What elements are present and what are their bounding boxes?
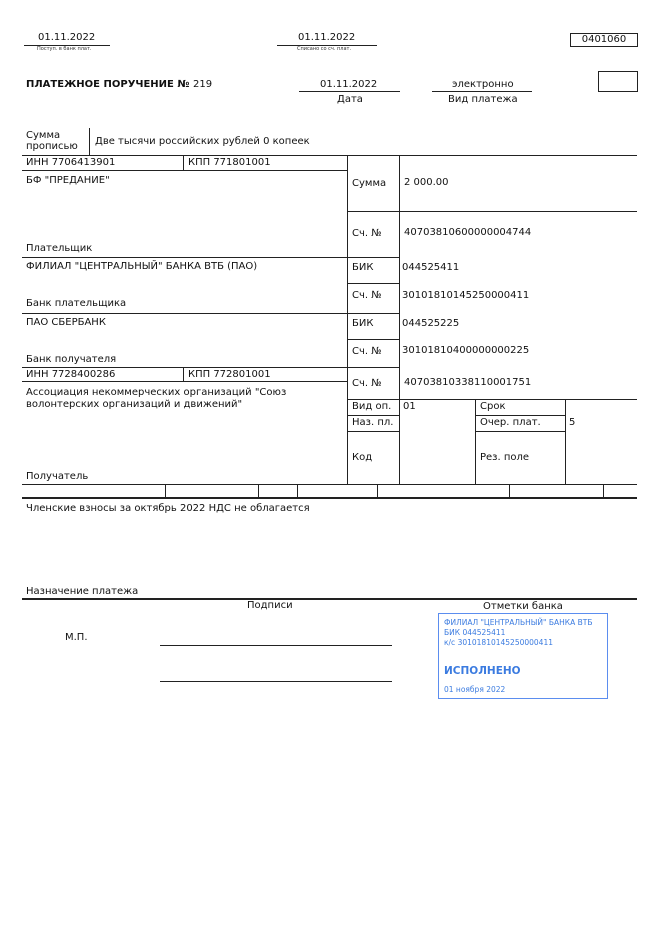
payee-bank-account: 30101810400000000225 <box>402 345 530 356</box>
divider <box>347 399 637 400</box>
amount-words-label: Сумма прописью <box>26 130 78 152</box>
divider <box>299 91 400 92</box>
stamp-bank: ФИЛИАЛ "ЦЕНТРАЛЬНЫЙ" БАНКА ВТБ <box>444 618 593 627</box>
received-caption: Поступ. в банк плат. <box>37 46 92 52</box>
document-number: 219 <box>193 79 213 90</box>
document-date: 01.11.2022 <box>320 79 378 90</box>
payee-bik: 044525225 <box>402 318 460 329</box>
status-box <box>598 71 638 92</box>
stamp-date: 01 ноября 2022 <box>444 685 506 694</box>
divider <box>475 399 476 484</box>
purpose-label: Назначение платежа <box>26 586 139 597</box>
divider <box>509 484 510 497</box>
divider <box>22 313 399 314</box>
sum-value: 2 000.00 <box>404 177 449 188</box>
purpose-text: Членские взносы за октябрь 2022 НДС не облагается <box>26 503 310 514</box>
divider <box>603 484 604 497</box>
payer-kpp: КПП 771801001 <box>188 157 271 168</box>
divider <box>22 155 637 156</box>
divider <box>565 399 566 484</box>
signature-line <box>160 681 392 682</box>
divider <box>22 598 637 600</box>
signature-line <box>160 645 392 646</box>
code-label: Код <box>352 452 373 463</box>
payee-bank-account-label: Сч. № <box>352 346 382 357</box>
op-type: 01 <box>403 401 416 412</box>
divider <box>22 257 399 258</box>
divider <box>347 431 399 432</box>
payer-account: 40703810600000004744 <box>404 227 532 238</box>
divider <box>475 415 565 416</box>
stamp-account: к/с 30101810145250000411 <box>444 638 553 647</box>
document-title: ПЛАТЕЖНОЕ ПОРУЧЕНИЕ № <box>26 79 190 90</box>
op-type-label: Вид оп. <box>352 401 392 412</box>
divider <box>432 91 532 92</box>
divider <box>165 484 166 497</box>
payer-bik: 044525411 <box>402 262 460 273</box>
payer-inn: ИНН 7706413901 <box>26 157 116 168</box>
divider <box>22 367 399 368</box>
date-caption: Дата <box>337 94 363 105</box>
divider <box>347 155 348 484</box>
payee-bik-label: БИК <box>352 318 374 329</box>
divider <box>377 484 378 497</box>
payer-bik-label: БИК <box>352 262 374 273</box>
payment-type: электронно <box>452 79 514 90</box>
amount-words: Две тысячи российских рублей 0 копеек <box>95 136 310 147</box>
priority-label: Очер. плат. <box>480 417 541 428</box>
term-label: Срок <box>480 401 506 412</box>
reserve-label: Рез. поле <box>480 452 530 463</box>
sum-label: Сумма <box>352 178 387 189</box>
divider <box>347 211 637 212</box>
payee-inn: ИНН 7728400286 <box>26 369 116 380</box>
payee-name-line2: волонтерских организаций и движений" <box>26 399 243 410</box>
divider <box>297 484 298 497</box>
payee-label: Получатель <box>26 471 89 482</box>
divider <box>22 381 347 382</box>
priority: 5 <box>569 417 576 428</box>
bank-stamp <box>438 613 608 699</box>
divider <box>399 155 400 484</box>
payee-account-label: Сч. № <box>352 378 382 389</box>
payer-name: БФ "ПРЕДАНИЕ" <box>26 175 110 186</box>
divider <box>347 283 399 284</box>
bank-marks-label: Отметки банка <box>483 601 563 612</box>
received-date: 01.11.2022 <box>38 32 96 43</box>
divider <box>183 155 184 170</box>
divider <box>258 484 259 497</box>
payee-bank-label: Банк получателя <box>26 354 117 365</box>
form-code: 0401060 <box>570 33 638 47</box>
debited-caption: Списано со сч. плат. <box>297 46 352 52</box>
divider <box>347 415 399 416</box>
payer-bank-label: Банк плательщика <box>26 298 127 309</box>
payer-label: Плательщик <box>26 243 93 254</box>
payee-bank-name: ПАО СБЕРБАНК <box>26 317 106 328</box>
divider <box>22 497 637 499</box>
stamp-status: ИСПОЛНЕНО <box>444 665 521 677</box>
payee-name-line1: Ассоциация некоммерческих организаций "Союз <box>26 387 287 398</box>
signatures-label: Подписи <box>247 600 293 611</box>
debited-date: 01.11.2022 <box>298 32 356 43</box>
purpose-code-label: Наз. пл. <box>352 417 394 428</box>
seal-label: М.П. <box>65 632 88 643</box>
payee-account: 40703810338110001751 <box>404 377 532 388</box>
divider <box>183 367 184 381</box>
payment-type-caption: Вид платежа <box>448 94 518 105</box>
divider <box>347 339 399 340</box>
payee-kpp: КПП 772801001 <box>188 369 271 380</box>
payer-bank-account-label: Сч. № <box>352 290 382 301</box>
payer-bank-name: ФИЛИАЛ "ЦЕНТРАЛЬНЫЙ" БАНКА ВТБ (ПАО) <box>26 261 258 272</box>
payer-account-label: Сч. № <box>352 228 382 239</box>
divider <box>22 170 347 171</box>
divider <box>22 484 637 485</box>
payer-bank-account: 30101810145250000411 <box>402 290 530 301</box>
stamp-bik: БИК 044525411 <box>444 628 506 637</box>
divider <box>475 431 565 432</box>
divider <box>89 128 90 155</box>
